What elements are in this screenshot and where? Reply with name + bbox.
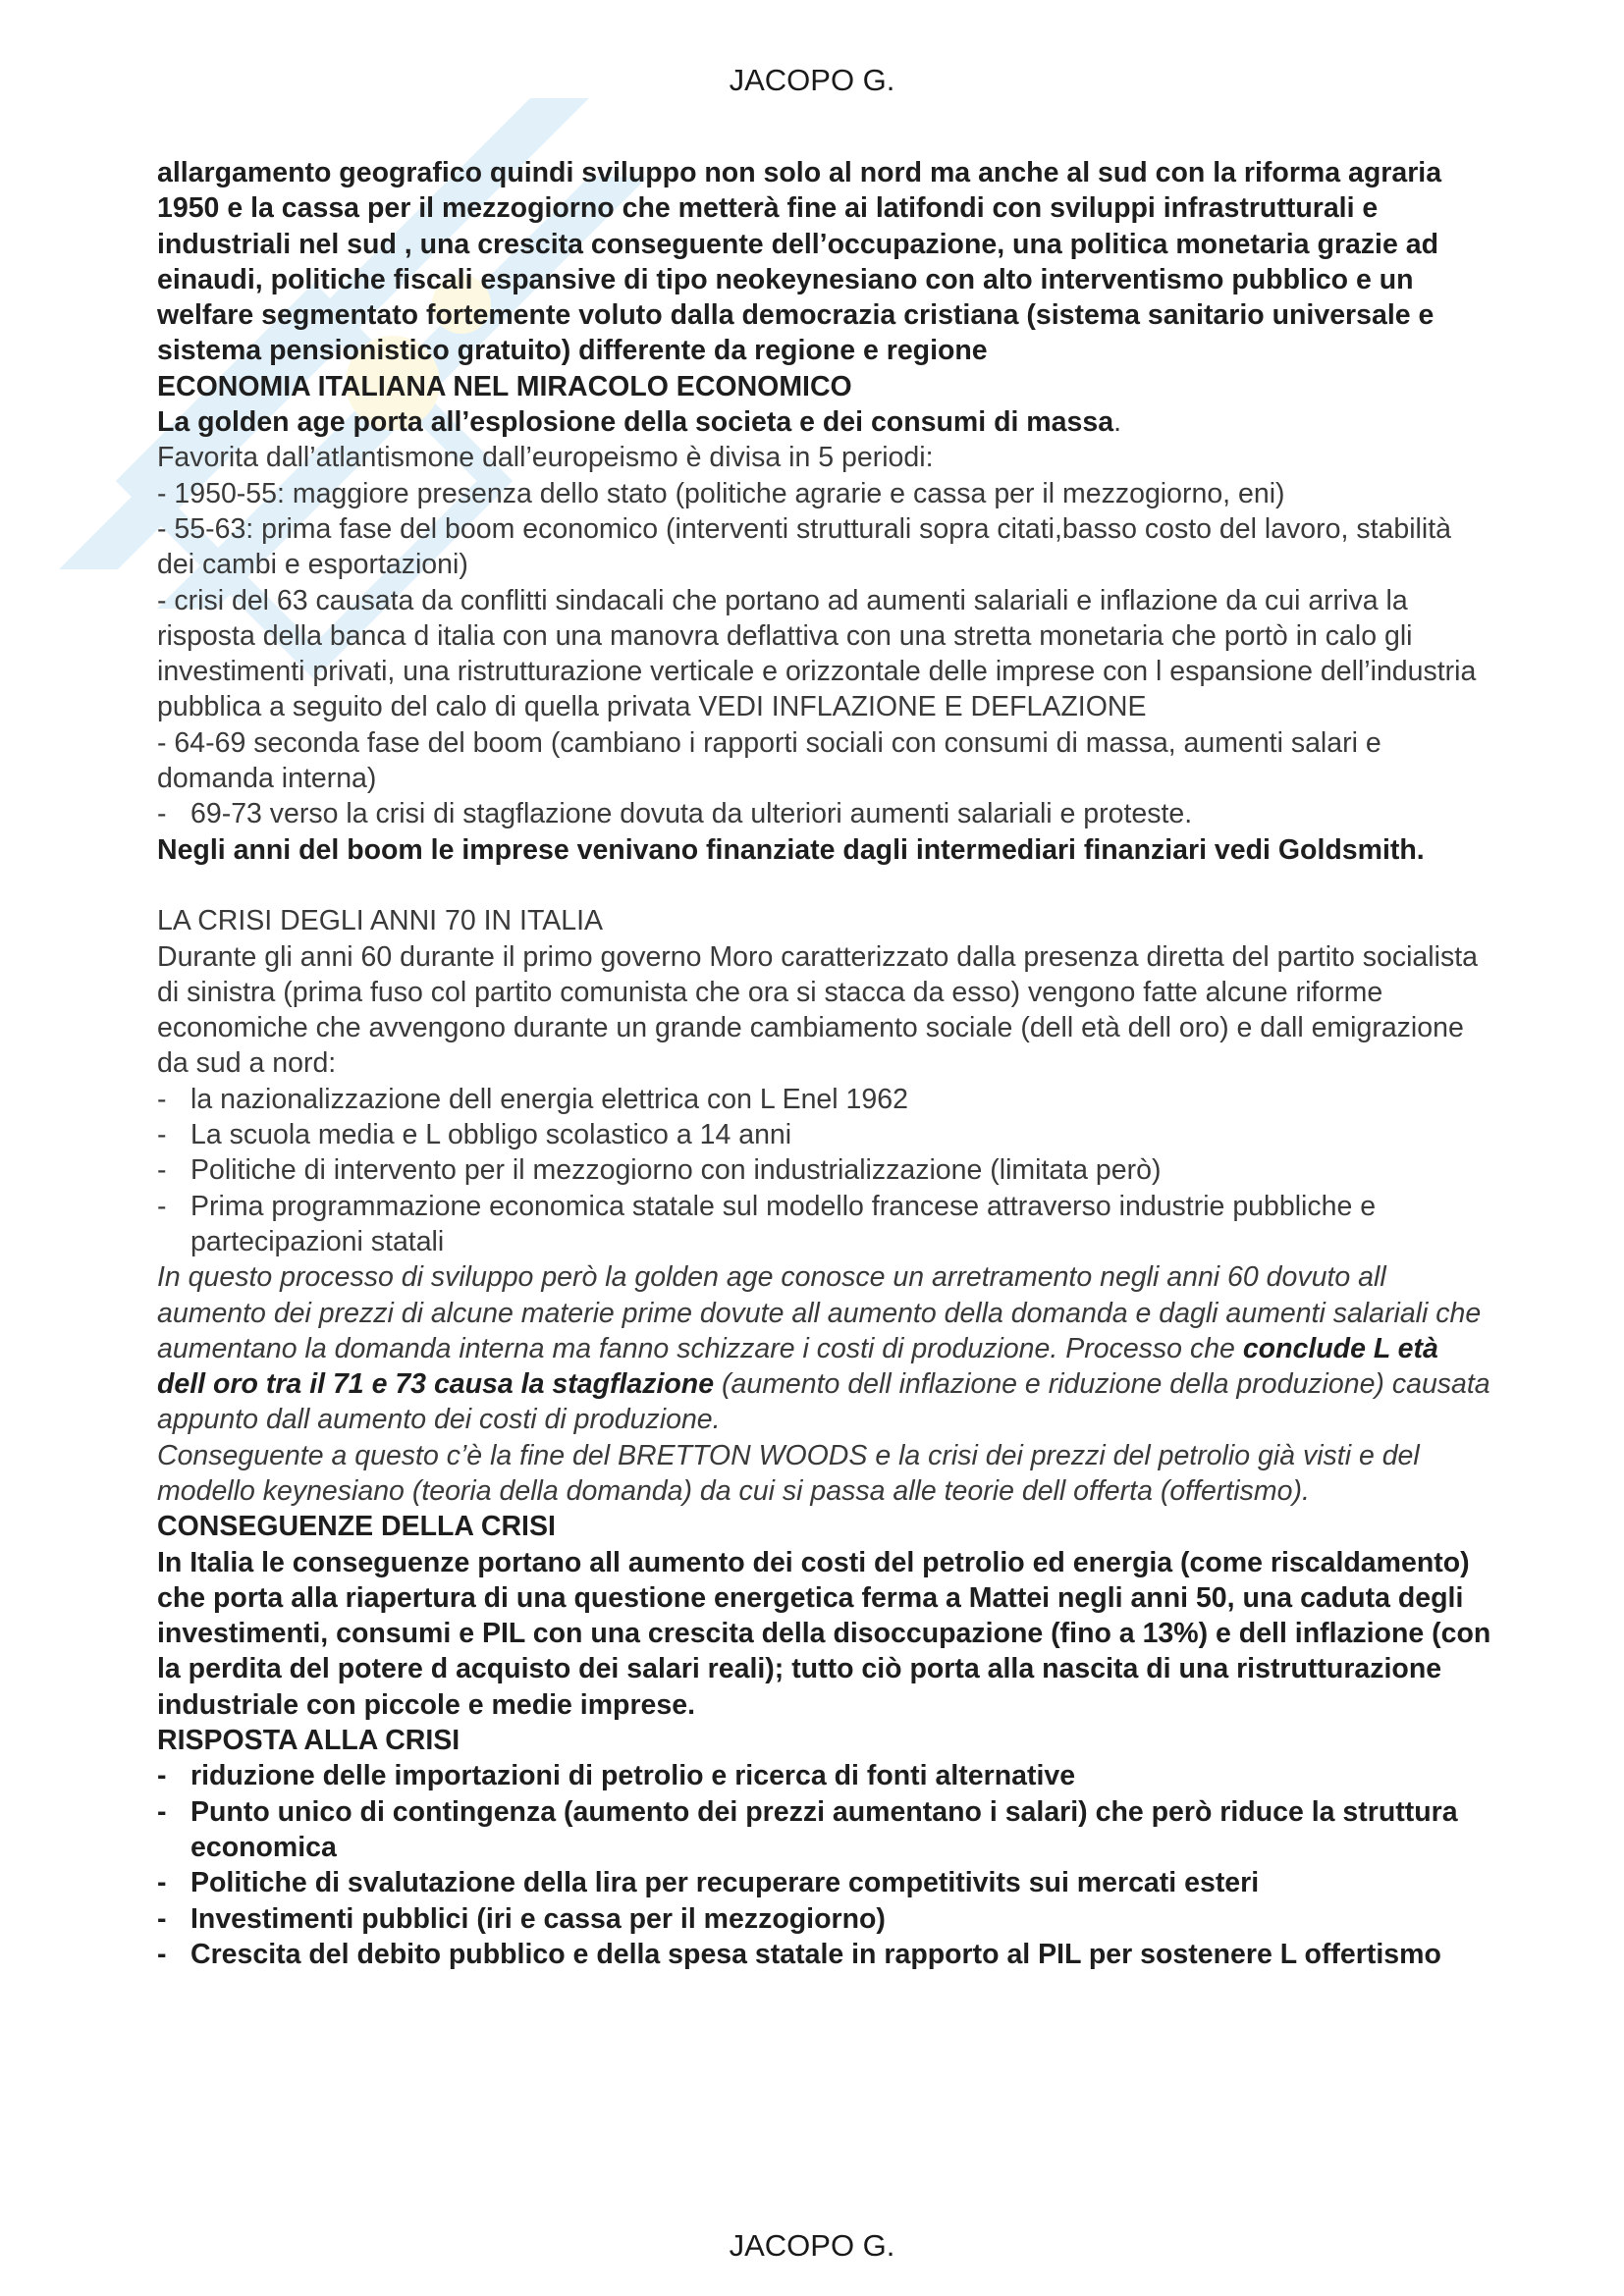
period-2: - 55-63: prima fase del boom economico (interventi strutturali sopra citati,basso costo del lavoro, stabilità dei cambi e esportazioni)	[157, 512, 1451, 581]
riforme-list	[157, 1082, 1492, 1259]
document-body	[157, 155, 1492, 1972]
period-4: - 64-69 seconda fase del boom (cambiano i rapporti sociali con consumi di massa, aumenti salari e domanda interna)	[157, 726, 1381, 795]
period-5-list	[157, 796, 1492, 831]
miracolo-lead	[157, 404, 1492, 440]
risposta-list	[157, 1758, 1492, 1972]
golden-age-text-a: In questo processo di sviluppo però la golden age conosce un arretramento negli anni 60 dovuto all aumento dei prezzi di alcune materie prime dovute all aumento della domanda e dagli aumenti salariali che aumentano la domanda interna ma fanno schizzare i costi di produzione. Processo che	[157, 1261, 1482, 1364]
page-footer: JACOPO G.	[729, 2228, 895, 2263]
period-3: - crisi del 63 causata da conflitti sindacali che portano ad aumenti salariali e inflazione da cui arriva la risposta della banca d italia con una manovra deflattiva con una stretta monetaria che portò in calo gli investimenti privati, una ristrutturazione verticale e orizzontale delle imprese con l espansione dell’industria pubblica a seguito del calo di quella privata VEDI INFLAZIONE E DEFLAZIONE	[157, 584, 1477, 723]
section-heading-conseguenze: CONSEGUENZE DELLA CRISI	[157, 1511, 556, 1543]
crisi-70-intro: Durante gli anni 60 durante il primo governo Moro caratterizzato dalla presenza diretta del partito socialista di sinistra (prima fuso col partito comunista che ora si stacca da esso) vengono fatte alcune riforme economiche che avvengono durante un grande cambiamento sociale (dell età dell oro) e dall emigrazione da sud a nord:	[157, 940, 1478, 1080]
period-1: - 1950-55: maggiore presenza dello stato (politiche agrarie e cassa per il mezzogiorno, eni)	[157, 477, 1285, 509]
golden-age-text-b: (aumento dell inflazione e riduzione della produzione) causata appunto dall aumento dei costi di produzione.	[157, 1368, 1490, 1436]
section-heading-miracolo: ECONOMIA ITALIANA NEL MIRACOLO ECONOMICO	[157, 370, 852, 402]
bretton-woods-paragraph: Conseguente a questo c’è la fine del BRETTON WOODS e la crisi dei prezzi del petrolio già visti e del modello keynesiano (teoria della domanda) da cui si passa alle teorie dell offerta (offertismo).	[157, 1439, 1420, 1507]
blank-line	[157, 868, 1492, 903]
page-header: JACOPO G.	[729, 63, 895, 97]
list-item: - La scuola media e L obbligo scolastico a 14 anni	[157, 1117, 1492, 1152]
list-item: - la nazionalizzazione dell energia elettrica con L Enel 1962	[157, 1082, 1492, 1117]
golden-age-text-bold: conclude L età dell oro tra il 71 e 73 causa la stagflazione	[157, 1332, 1438, 1401]
miracolo-lead-bold: La golden age porta all’esplosione della societa e dei consumi di massa	[157, 406, 1114, 439]
list-item: - Punto unico di contingenza (aumento dei prezzi aumentano i salari) che però riduce la struttura economica	[157, 1794, 1492, 1866]
list-item: - Investimenti pubblici (iri e cassa per il mezzogiorno)	[157, 1901, 1492, 1937]
miracolo-lead-end: .	[1113, 406, 1121, 439]
list-item: - Politiche di svalutazione della lira per recuperare competitivits sui mercati esteri	[157, 1865, 1492, 1900]
golden-age-paragraph	[157, 1259, 1492, 1437]
list-item: - riduzione delle importazioni di petrolio e ricerca di fonti alternative	[157, 1758, 1492, 1793]
period-5: - 69-73 verso la crisi di stagflazione dovuta da ulteriori aumenti salariali e proteste.	[157, 796, 1492, 831]
conseguenze-text: In Italia le conseguenze portano all aumento dei costi del petrolio ed energia (come riscaldamento) che porta alla riapertura di una questione energetica ferma a Mattei negli anni 50, una caduta degli investimenti, consumi e PIL con una crescita della disoccupazione (fino a 13%) e dell inflazione (con la perdita del potere d acquisto dei salari reali); tutto ciò porta alla nascita di una ristrutturazione industriale con piccole e medie imprese.	[157, 1546, 1491, 1721]
section-heading-risposta: RISPOSTA ALLA CRISI	[157, 1725, 460, 1757]
list-item: - Crescita del debito pubblico e della spesa statale in rapporto al PIL per sostenere L offertismo	[157, 1937, 1492, 1972]
miracolo-closing: Negli anni del boom le imprese venivano finanziate dagli intermediari finanziari vedi Goldsmith.	[157, 833, 1425, 866]
section-heading-crisi-70: LA CRISI DEGLI ANNI 70 IN ITALIA	[157, 905, 604, 937]
list-item: - Prima programmazione economica statale sul modello francese attraverso industrie pubbliche e partecipazioni statali	[157, 1189, 1492, 1260]
intro-paragraph: allargamento geografico quindi sviluppo non solo al nord ma anche al sud con la riforma agraria 1950 e la cassa per il mezzogiorno che metterà fine ai latifondi con sviluppi infrastrutturali e industriali nel sud , una crescita conseguente dell’occupazione, una politica monetaria grazie ad einaudi, politiche fiscali espansive di tipo neokeynesiano con alto interventismo pubblico e un welfare segmentato fortemente voluto dalla democrazia cristiana (sistema sanitario universale e sistema pensionistico gratuito) differente da regione e regione	[157, 157, 1442, 367]
list-item: - Politiche di intervento per il mezzogiorno con industrializzazione (limitata però)	[157, 1152, 1492, 1188]
miracolo-intro: Favorita dall’atlantismone dall’europeismo è divisa in 5 periodi:	[157, 442, 934, 474]
